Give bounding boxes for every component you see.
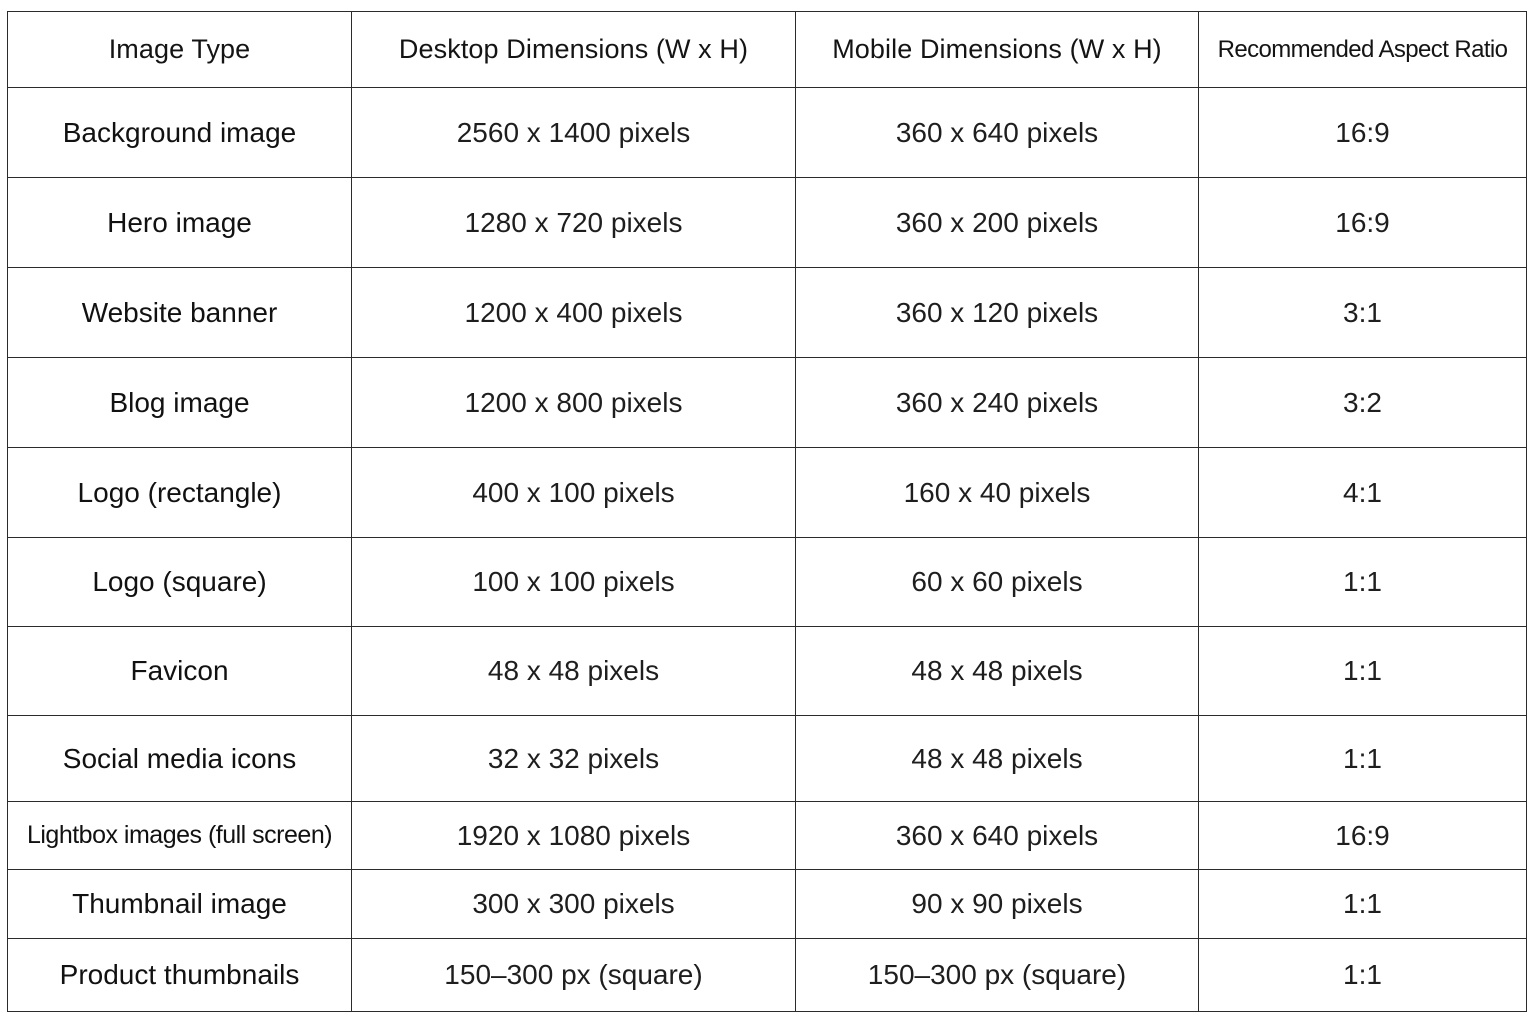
image-dimensions-table bbox=[7, 11, 1527, 1012]
cell-ratio: 4:1 bbox=[1199, 448, 1527, 538]
cell-ratio: 3:2 bbox=[1199, 358, 1527, 448]
cell-image-type: Product thumbnails bbox=[8, 939, 352, 1012]
cell-desktop: 150–300 px (square) bbox=[352, 939, 796, 1012]
cell-image-type: Blog image bbox=[8, 358, 352, 448]
cell-mobile: 48 x 48 pixels bbox=[796, 716, 1199, 802]
cell-ratio: 3:1 bbox=[1199, 268, 1527, 358]
cell-mobile: 360 x 640 pixels bbox=[796, 802, 1199, 870]
cell-desktop: 400 x 100 pixels bbox=[352, 448, 796, 538]
cell-image-type: Background image bbox=[8, 88, 352, 178]
cell-image-type: Website banner bbox=[8, 268, 352, 358]
cell-image-type: Logo (rectangle) bbox=[8, 448, 352, 538]
cell-desktop: 2560 x 1400 pixels bbox=[352, 88, 796, 178]
cell-ratio: 1:1 bbox=[1199, 870, 1527, 939]
cell-desktop: 1280 x 720 pixels bbox=[352, 178, 796, 268]
header-desktop-dimensions: Desktop Dimensions (W x H) bbox=[352, 12, 796, 88]
cell-image-type: Thumbnail image bbox=[8, 870, 352, 939]
cell-desktop: 1920 x 1080 pixels bbox=[352, 802, 796, 870]
cell-ratio: 16:9 bbox=[1199, 802, 1527, 870]
cell-mobile: 360 x 640 pixels bbox=[796, 88, 1199, 178]
table-row bbox=[8, 448, 1527, 538]
table-row bbox=[8, 870, 1527, 939]
cell-desktop: 1200 x 400 pixels bbox=[352, 268, 796, 358]
cell-ratio: 1:1 bbox=[1199, 627, 1527, 716]
table-row bbox=[8, 268, 1527, 358]
table-row bbox=[8, 88, 1527, 178]
table-row bbox=[8, 538, 1527, 627]
cell-mobile: 160 x 40 pixels bbox=[796, 448, 1199, 538]
cell-ratio: 16:9 bbox=[1199, 178, 1527, 268]
cell-mobile: 360 x 200 pixels bbox=[796, 178, 1199, 268]
table-row bbox=[8, 802, 1527, 870]
cell-image-type: Favicon bbox=[8, 627, 352, 716]
header-image-type: Image Type bbox=[8, 12, 352, 88]
cell-mobile: 360 x 240 pixels bbox=[796, 358, 1199, 448]
table-row bbox=[8, 358, 1527, 448]
header-aspect-ratio: Recommended Aspect Ratio bbox=[1199, 12, 1527, 88]
cell-desktop: 100 x 100 pixels bbox=[352, 538, 796, 627]
table-row bbox=[8, 939, 1527, 1012]
cell-ratio: 1:1 bbox=[1199, 939, 1527, 1012]
cell-image-type: Hero image bbox=[8, 178, 352, 268]
cell-desktop: 48 x 48 pixels bbox=[352, 627, 796, 716]
table-row bbox=[8, 716, 1527, 802]
cell-mobile: 90 x 90 pixels bbox=[796, 870, 1199, 939]
cell-image-type: Social media icons bbox=[8, 716, 352, 802]
cell-image-type: Lightbox images (full screen) bbox=[8, 802, 352, 870]
cell-mobile: 60 x 60 pixels bbox=[796, 538, 1199, 627]
header-row bbox=[8, 12, 1527, 88]
cell-desktop: 1200 x 800 pixels bbox=[352, 358, 796, 448]
cell-mobile: 360 x 120 pixels bbox=[796, 268, 1199, 358]
cell-desktop: 300 x 300 pixels bbox=[352, 870, 796, 939]
cell-ratio: 1:1 bbox=[1199, 538, 1527, 627]
table-row bbox=[8, 178, 1527, 268]
cell-ratio: 16:9 bbox=[1199, 88, 1527, 178]
cell-desktop: 32 x 32 pixels bbox=[352, 716, 796, 802]
cell-image-type: Logo (square) bbox=[8, 538, 352, 627]
cell-mobile: 150–300 px (square) bbox=[796, 939, 1199, 1012]
table-header bbox=[8, 12, 1527, 88]
table-body bbox=[8, 88, 1527, 1012]
cell-ratio: 1:1 bbox=[1199, 716, 1527, 802]
header-mobile-dimensions: Mobile Dimensions (W x H) bbox=[796, 12, 1199, 88]
cell-mobile: 48 x 48 pixels bbox=[796, 627, 1199, 716]
table-row bbox=[8, 627, 1527, 716]
